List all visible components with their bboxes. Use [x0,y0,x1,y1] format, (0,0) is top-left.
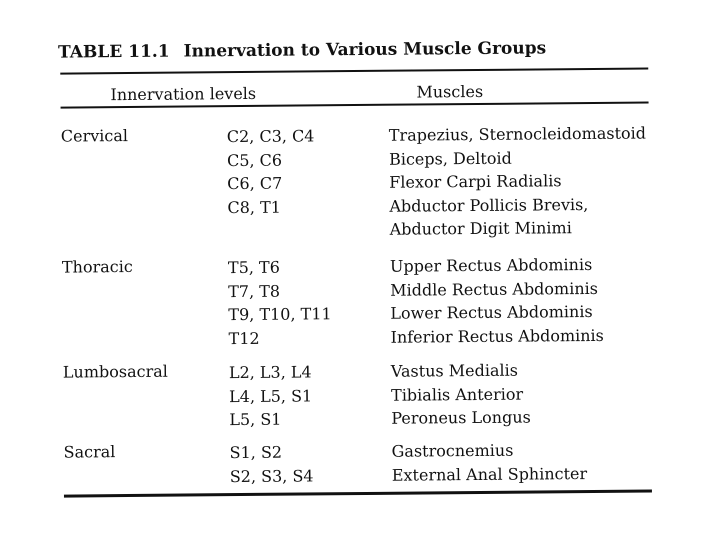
level-item: T12 [228,328,260,348]
header-muscles: Muscles [416,81,484,102]
table-title [58,38,546,62]
levels-list [229,440,313,488]
muscle-item: Middle Rectus Abdominis [390,278,599,300]
muscle-item: Abductor Pollicis Brevis, [389,194,589,216]
level-item: S1, S2 [229,442,283,463]
level-item: C5, C6 [226,150,283,170]
muscle-item: Biceps, Deltoid [388,148,512,169]
muscle-item: Flexor Carpi Radialis [389,171,562,192]
levels-list [228,255,332,350]
header-innervation-levels: Innervation levels [110,83,257,105]
levels-list [229,360,313,432]
level-item: T5, T6 [227,257,280,278]
region-label: Cervical [60,126,129,146]
group-thoracic [0,252,720,348]
muscles-list [390,253,604,349]
level-item: T7, T8 [228,281,281,301]
muscle-item: Inferior Rectus Abdominis [390,325,604,347]
level-item: L5, S1 [229,409,282,430]
muscle-item: Tibialis Anterior [391,384,524,405]
group-lumbosacral [1,357,720,430]
table-label: TABLE 11.1 [58,41,170,63]
muscle-item: External Anal Sphincter [391,463,588,485]
level-item: C8, T1 [227,197,281,217]
muscle-item: Abductor Digit Minimi [389,218,572,240]
level-item: L2, L3, L4 [228,362,312,383]
muscles-list [389,121,647,241]
muscle-item: Trapezius, Sternocleidomastoid [388,123,647,145]
level-item: C6, C7 [227,173,283,194]
table-caption: Innervation to Various Muscle Groups [183,38,547,62]
region-label: Lumbosacral [62,361,168,382]
level-item: L4, L5, S1 [229,386,313,406]
muscles-list [391,359,531,431]
muscle-item: Gastrocnemius [391,440,514,461]
level-item: T9, T10, T11 [228,304,332,325]
level-item: S2, S3, S4 [229,466,314,486]
muscles-list [391,438,587,487]
region-label: Thoracic [61,256,133,277]
group-sacral [1,437,720,486]
level-item: C2, C3, C4 [226,126,315,147]
region-label: Sacral [63,442,116,462]
muscle-item: Vastus Medialis [390,360,519,381]
group-cervical [0,121,719,240]
levels-list [227,124,315,219]
muscle-item: Lower Rectus Abdominis [390,302,593,323]
bottom-rule [64,489,652,497]
muscle-item: Upper Rectus Abdominis [389,254,593,276]
top-rule [60,67,648,74]
muscle-item: Peroneus Longus [391,407,531,428]
